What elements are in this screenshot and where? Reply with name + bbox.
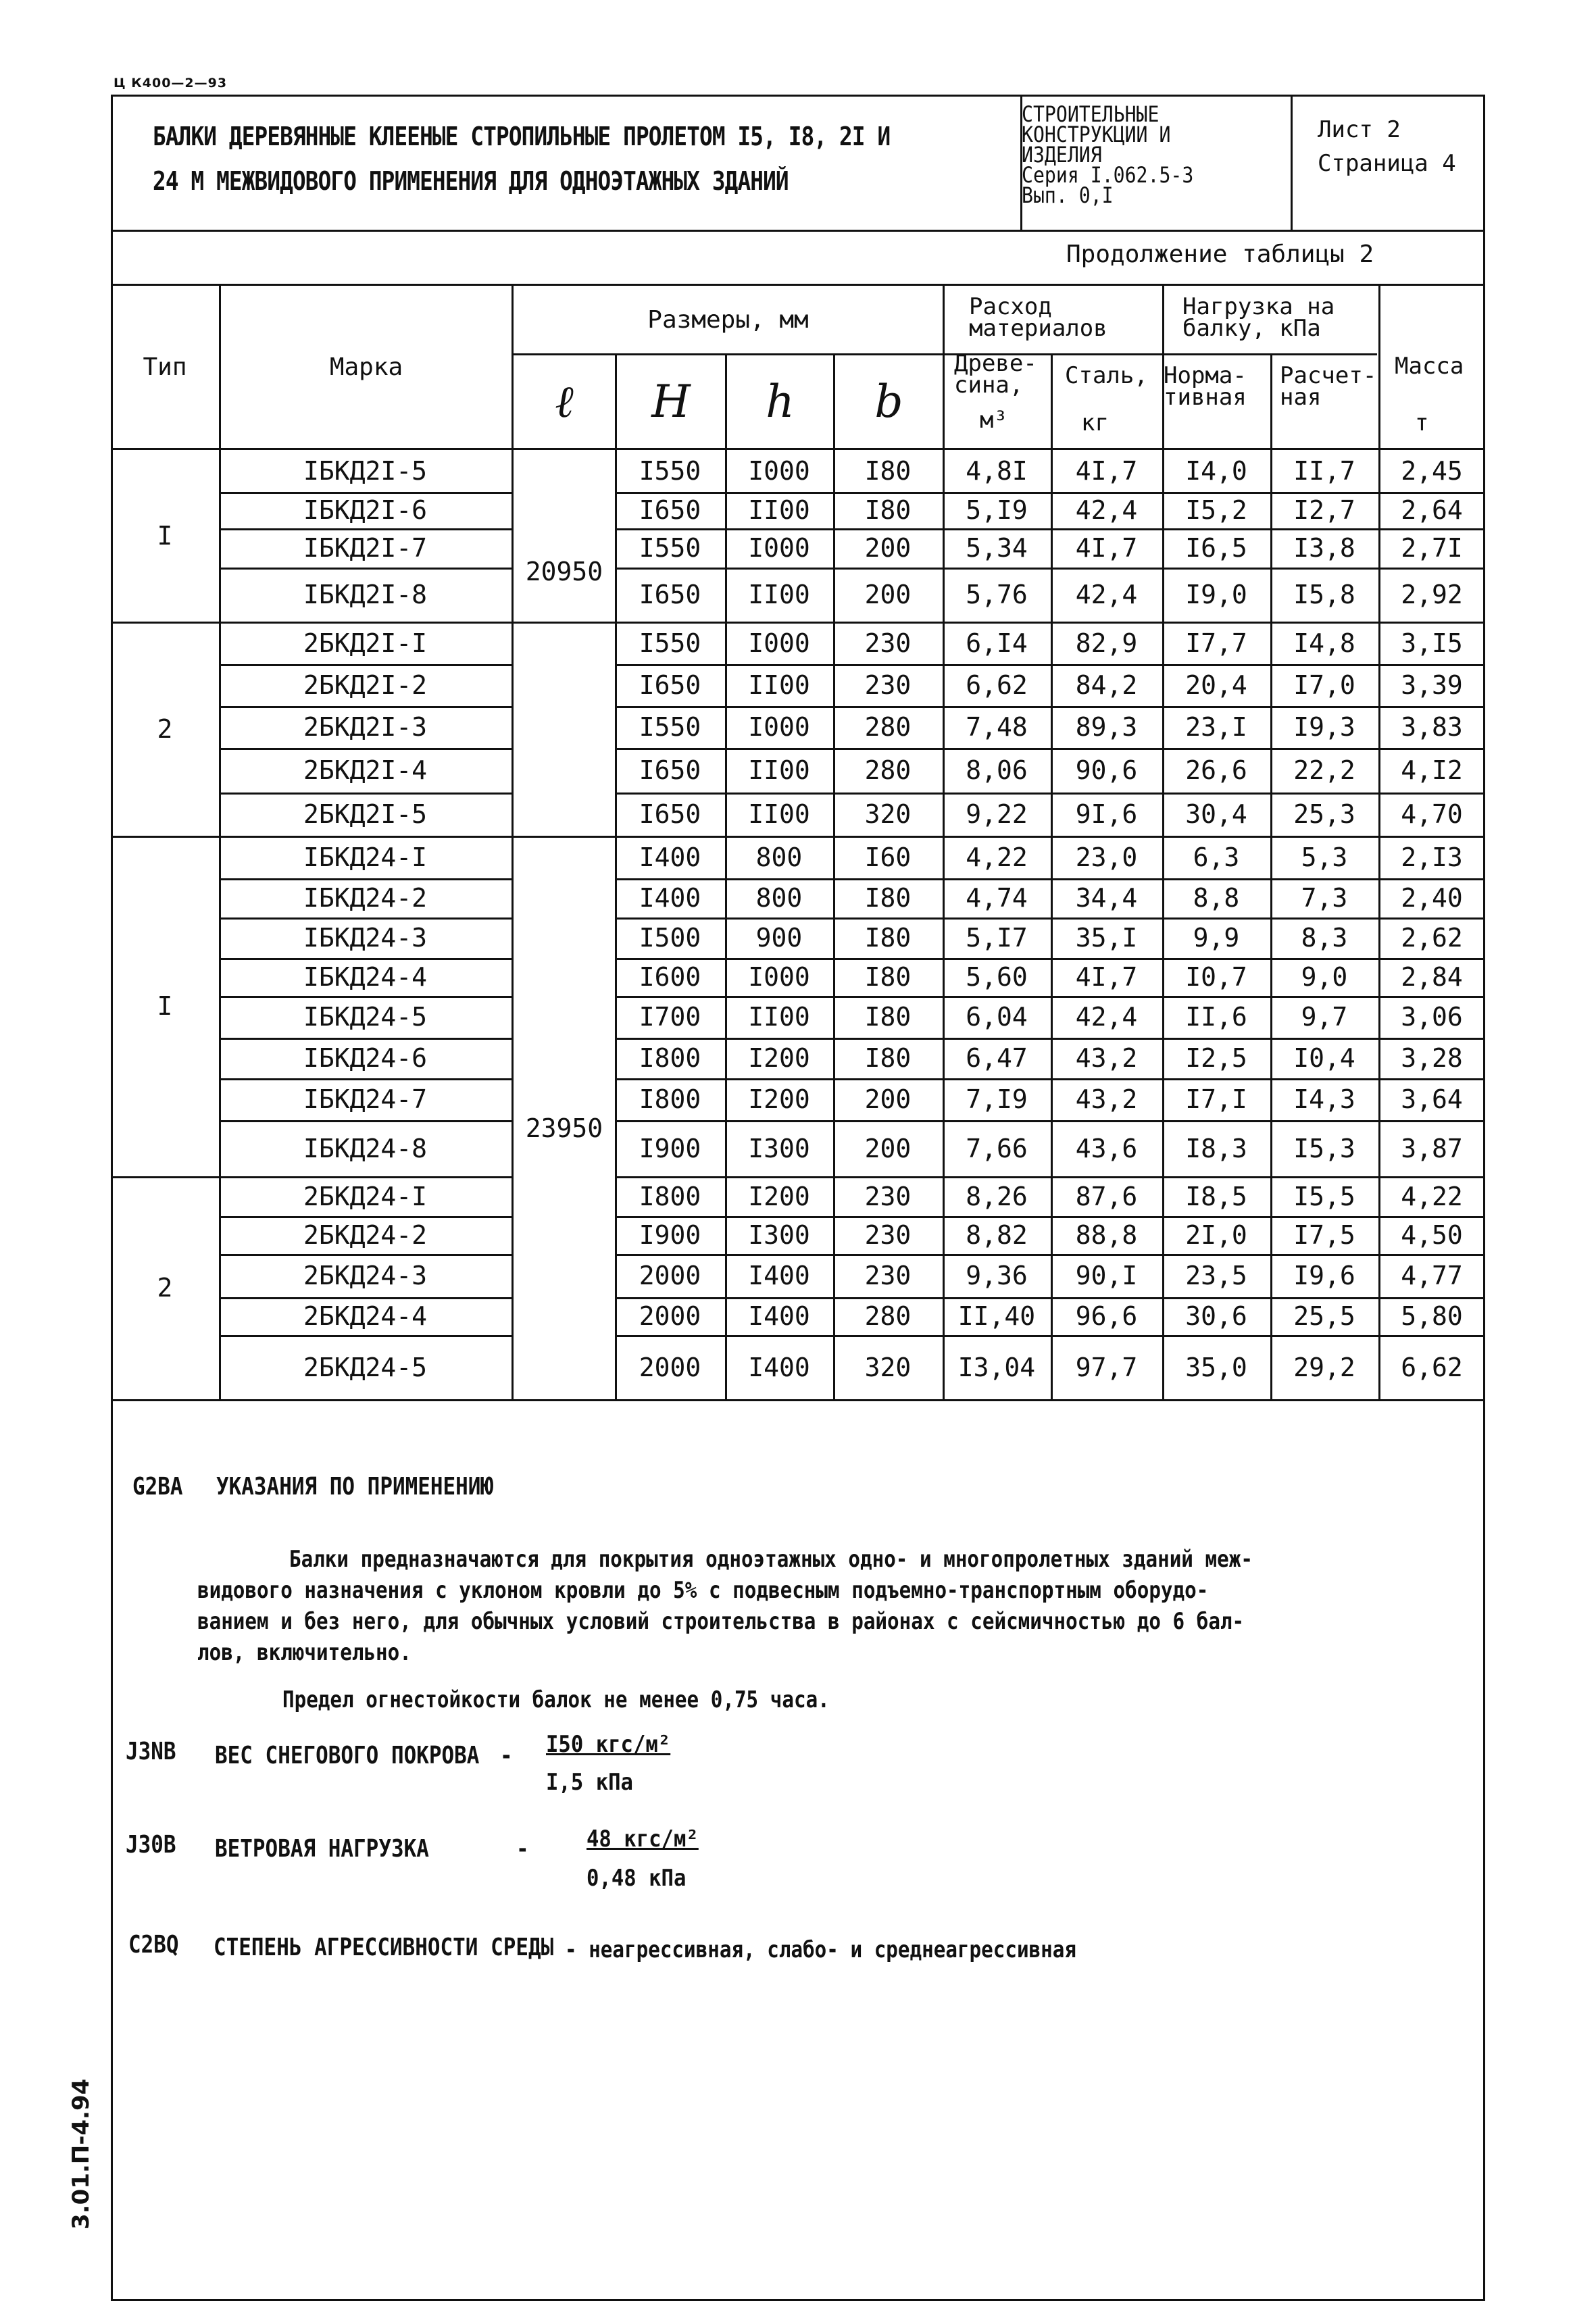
- cell-b: I80: [864, 962, 912, 992]
- cell-steel: 84,2: [1075, 670, 1138, 700]
- cell-steel: 43,2: [1075, 1084, 1138, 1114]
- usage-line: ванием и без него, для обычных условий строительства в районах с сейсмичностью до 6 бал-: [197, 1608, 1245, 1635]
- cell-wood: 6,62: [966, 670, 1028, 700]
- cell-mass: 2,45: [1401, 456, 1463, 486]
- cell-H: I900: [639, 1133, 701, 1163]
- cell-calc: I7,0: [1293, 670, 1355, 700]
- cell-mark: IБКД2I-5: [303, 456, 428, 486]
- cell-H: I650: [639, 670, 701, 700]
- cell-H: I650: [639, 755, 701, 785]
- cell-calc: II,7: [1293, 456, 1355, 486]
- cell-mass: 2,62: [1401, 923, 1463, 953]
- cell-mass: 4,50: [1401, 1220, 1463, 1250]
- cell-norm: I6,5: [1185, 533, 1247, 563]
- cell-H: 2000: [639, 1352, 701, 1382]
- cell-wood: 7,48: [966, 712, 1028, 742]
- cell-mass: 2,84: [1401, 962, 1463, 992]
- cell-H: I650: [639, 580, 701, 609]
- cell-mass: 3,06: [1401, 1002, 1463, 1032]
- cell-H: I650: [639, 799, 701, 829]
- cell-mass: 3,39: [1401, 670, 1463, 700]
- cell-calc: 9,0: [1301, 962, 1348, 992]
- cell-mark: IБКД24-7: [303, 1084, 428, 1114]
- cell-calc: I4,3: [1293, 1084, 1355, 1114]
- series-line: Серия I.062.5-3: [1022, 162, 1194, 188]
- cell-mass: 2,92: [1401, 580, 1463, 609]
- cell-wood: 4,8I: [966, 456, 1028, 486]
- cell-h: 800: [755, 883, 803, 913]
- cell-b: I60: [864, 842, 912, 872]
- cell-steel: 89,3: [1075, 712, 1138, 742]
- cell-H: I600: [639, 962, 701, 992]
- cell-b: 280: [864, 712, 912, 742]
- cell-mark: IБКД24-8: [303, 1133, 428, 1163]
- cell-H: I900: [639, 1220, 701, 1250]
- cell-h: I000: [748, 962, 810, 992]
- document-code: Ц К400—2—93: [114, 76, 228, 91]
- wind-dash: -: [516, 1835, 529, 1863]
- cell-h: II00: [748, 799, 810, 829]
- cell-steel: 34,4: [1075, 883, 1138, 913]
- env-value: - неагрессивная, слабо- и среднеагрессивная: [565, 1936, 1076, 1963]
- cell-steel: 4I,7: [1075, 962, 1138, 992]
- cell-b: I80: [864, 456, 912, 486]
- cell-mass: 5,80: [1401, 1301, 1463, 1331]
- cell-h: II00: [748, 1002, 810, 1032]
- cell-mark: 2БКД24-I: [303, 1181, 428, 1211]
- cell-mark: IБКД2I-8: [303, 580, 428, 609]
- cell-wood: II,40: [957, 1301, 1036, 1331]
- group-type: I: [157, 991, 173, 1021]
- header-steel: Сталь,: [1065, 362, 1148, 389]
- usage-code: G2BA: [132, 1473, 183, 1501]
- page-number: Страница 4: [1318, 150, 1456, 177]
- cell-wood: 9,22: [966, 799, 1028, 829]
- cell-h: I300: [748, 1133, 810, 1163]
- header-h: h: [766, 376, 795, 428]
- cell-h: II00: [748, 495, 810, 525]
- cell-wood: 6,I4: [966, 628, 1028, 658]
- cell-norm: 20,4: [1185, 670, 1247, 700]
- header-H: H: [651, 376, 691, 428]
- cell-H: I550: [639, 533, 701, 563]
- cell-calc: I4,8: [1293, 628, 1355, 658]
- cell-steel: 90,I: [1075, 1261, 1138, 1290]
- cell-b: I80: [864, 883, 912, 913]
- cell-steel: 43,2: [1075, 1043, 1138, 1073]
- cell-wood: 6,47: [966, 1043, 1028, 1073]
- cell-b: 230: [864, 670, 912, 700]
- cell-b: 320: [864, 799, 912, 829]
- header-wood-unit: м³: [980, 407, 1007, 434]
- cell-H: I550: [639, 456, 701, 486]
- cell-b: 200: [864, 1133, 912, 1163]
- cell-wood: 5,34: [966, 533, 1028, 563]
- cell-norm: I2,5: [1185, 1043, 1247, 1073]
- cell-norm: 9,9: [1193, 923, 1240, 953]
- cell-mark: 2БКД24-4: [303, 1301, 428, 1331]
- cell-H: I550: [639, 712, 701, 742]
- cell-H: 2000: [639, 1301, 701, 1331]
- cell-norm: 6,3: [1193, 842, 1240, 872]
- cell-b: 230: [864, 628, 912, 658]
- cell-norm: II,6: [1185, 1002, 1247, 1032]
- cell-mass: 2,40: [1401, 883, 1463, 913]
- cell-b: 230: [864, 1181, 912, 1211]
- cell-mark: IБКД24-4: [303, 962, 428, 992]
- cell-steel: 90,6: [1075, 755, 1138, 785]
- cell-norm: 35,0: [1185, 1352, 1247, 1382]
- cell-b: I80: [864, 923, 912, 953]
- side-code: 3.01.П-4.94: [68, 2078, 95, 2230]
- cell-steel: 96,6: [1075, 1301, 1138, 1331]
- cell-wood: 4,22: [966, 842, 1028, 872]
- snow-code: J3NB: [126, 1738, 176, 1765]
- cell-H: 2000: [639, 1261, 701, 1290]
- cell-b: I80: [864, 495, 912, 525]
- series-box: [1022, 101, 1194, 208]
- header-design: Расчет- ная: [1280, 362, 1377, 411]
- cell-mark: IБКД2I-6: [303, 495, 428, 525]
- cell-b: 200: [864, 580, 912, 609]
- cell-b: I80: [864, 1002, 912, 1032]
- cell-wood: 5,76: [966, 580, 1028, 609]
- cell-calc: I5,5: [1293, 1181, 1355, 1211]
- header-type: Тип: [143, 353, 187, 381]
- cell-wood: 6,04: [966, 1002, 1028, 1032]
- cell-norm: I8,5: [1185, 1181, 1247, 1211]
- env-code: C2BQ: [128, 1931, 179, 1959]
- cell-norm: 8,8: [1193, 883, 1240, 913]
- cell-h: I200: [748, 1043, 810, 1073]
- cell-calc: 5,3: [1301, 842, 1348, 872]
- title-line-1: БАЛКИ ДЕРЕВЯННЫЕ КЛЕЕНЫЕ СТРОПИЛЬНЫЕ ПРОЛЕТОМ I5, I8, 2I И: [153, 122, 891, 151]
- cell-calc: I2,7: [1293, 495, 1355, 525]
- cell-calc: 22,2: [1293, 755, 1355, 785]
- header-l: ℓ: [555, 375, 574, 428]
- usage-line: видового назначения с уклоном кровли до 5% с подвесным подъемно-транспортным оборудо-: [197, 1577, 1209, 1604]
- cell-wood: I3,04: [957, 1352, 1036, 1382]
- cell-norm: I7,I: [1185, 1084, 1247, 1114]
- series-line: ИЗДЕЛИЯ: [1022, 142, 1102, 168]
- cell-mark: 2БКД2I-2: [303, 670, 428, 700]
- cell-steel: 42,4: [1075, 495, 1138, 525]
- cell-steel: 42,4: [1075, 580, 1138, 609]
- cell-mark: 2БКД2I-3: [303, 712, 428, 742]
- header-mark: Марка: [329, 353, 403, 381]
- cell-h: 800: [755, 842, 803, 872]
- cell-wood: 7,I9: [966, 1084, 1028, 1114]
- cell-b: 280: [864, 1301, 912, 1331]
- cell-mark: IБКД24-I: [303, 842, 428, 872]
- header-mass-unit: т: [1415, 409, 1429, 436]
- cell-b: 200: [864, 1084, 912, 1114]
- cell-wood: 8,06: [966, 755, 1028, 785]
- cell-steel: 4I,7: [1075, 456, 1138, 486]
- cell-h: I000: [748, 456, 810, 486]
- cell-calc: 25,5: [1293, 1301, 1355, 1331]
- wind-code: J30B: [126, 1831, 176, 1859]
- cell-mass: 3,28: [1401, 1043, 1463, 1073]
- cell-mark: IБКД24-3: [303, 923, 428, 953]
- cell-h: II00: [748, 670, 810, 700]
- table-continuation: Продолжение таблицы 2: [1066, 241, 1374, 268]
- header-load: Нагрузка на балку, кПа: [1182, 293, 1335, 342]
- cell-calc: I3,8: [1293, 533, 1355, 563]
- cell-h: II00: [748, 580, 810, 609]
- cell-wood: 8,82: [966, 1220, 1028, 1250]
- cell-mass: 3,83: [1401, 712, 1463, 742]
- cell-b: 230: [864, 1261, 912, 1290]
- cell-wood: 9,36: [966, 1261, 1028, 1290]
- cell-H: I550: [639, 628, 701, 658]
- cell-norm: I8,3: [1185, 1133, 1247, 1163]
- cell-H: I800: [639, 1043, 701, 1073]
- table-bottom-line: [111, 1399, 1485, 1401]
- cell-norm: 23,5: [1185, 1261, 1247, 1290]
- header-mass: Масса: [1395, 353, 1464, 380]
- cell-H: I500: [639, 923, 701, 953]
- cell-calc: 25,3: [1293, 799, 1355, 829]
- cell-mass: 3,87: [1401, 1133, 1463, 1163]
- span-line: [512, 836, 615, 838]
- cell-mass: 4,22: [1401, 1181, 1463, 1211]
- group-type: 2: [157, 1273, 173, 1303]
- cell-steel: 87,6: [1075, 1181, 1138, 1211]
- cell-steel: 4I,7: [1075, 533, 1138, 563]
- usage-title: УКАЗАНИЯ ПО ПРИМЕНЕНИЮ: [216, 1473, 494, 1501]
- env-label: СТЕПЕНЬ АГРЕССИВНОСТИ СРЕДЫ: [214, 1934, 554, 1961]
- cell-mark: 2БКД2I-4: [303, 755, 428, 785]
- group-type: I: [157, 521, 173, 551]
- cell-h: II00: [748, 755, 810, 785]
- cell-calc: I9,3: [1293, 712, 1355, 742]
- cell-mark: IБКД2I-7: [303, 533, 428, 563]
- cell-norm: I7,7: [1185, 628, 1247, 658]
- cell-steel: 23,0: [1075, 842, 1138, 872]
- cell-b: 320: [864, 1352, 912, 1382]
- cell-steel: 88,8: [1075, 1220, 1138, 1250]
- cell-h: I200: [748, 1181, 810, 1211]
- fire-resistance: Предел огнестойкости балок не менее 0,75 часа.: [282, 1686, 830, 1713]
- cell-wood: 5,I7: [966, 923, 1028, 953]
- cell-h: I400: [748, 1301, 810, 1331]
- cell-mark: 2БКД24-3: [303, 1261, 428, 1290]
- cell-h: I300: [748, 1220, 810, 1250]
- cell-calc: 29,2: [1293, 1352, 1355, 1382]
- cell-steel: 42,4: [1075, 1002, 1138, 1032]
- cell-wood: 5,60: [966, 962, 1028, 992]
- cell-h: I000: [748, 628, 810, 658]
- cell-steel: 9I,6: [1075, 799, 1138, 829]
- cell-h: I000: [748, 533, 810, 563]
- snow-label: ВЕС СНЕГОВОГО ПОКРОВА: [215, 1742, 480, 1769]
- cell-calc: I0,4: [1293, 1043, 1355, 1073]
- cell-mass: 2,I3: [1401, 842, 1463, 872]
- cell-steel: 82,9: [1075, 628, 1138, 658]
- snow-value: I50 кгс/м²: [546, 1731, 671, 1758]
- cell-H: I800: [639, 1084, 701, 1114]
- cell-mark: 2БКД24-2: [303, 1220, 428, 1250]
- cell-h: 900: [755, 923, 803, 953]
- header-wood: Древе- сина,: [954, 350, 1037, 399]
- cell-b: 280: [864, 755, 912, 785]
- cell-steel: 97,7: [1075, 1352, 1138, 1382]
- cell-H: I650: [639, 495, 701, 525]
- cell-b: 230: [864, 1220, 912, 1250]
- cell-h: I200: [748, 1084, 810, 1114]
- cell-norm: I4,0: [1185, 456, 1247, 486]
- span-length: 23950: [525, 1113, 603, 1143]
- cell-H: I700: [639, 1002, 701, 1032]
- cell-wood: 7,66: [966, 1133, 1028, 1163]
- cell-norm: I0,7: [1185, 962, 1247, 992]
- cell-calc: I5,3: [1293, 1133, 1355, 1163]
- cell-b: 200: [864, 533, 912, 563]
- cell-mass: 2,7I: [1401, 533, 1463, 563]
- cell-calc: I7,5: [1293, 1220, 1355, 1250]
- cell-mass: 3,I5: [1401, 628, 1463, 658]
- header-b: b: [874, 376, 903, 428]
- cell-norm: 2I,0: [1185, 1220, 1247, 1250]
- cell-norm: 30,6: [1185, 1301, 1247, 1331]
- cell-calc: 7,3: [1301, 883, 1348, 913]
- snow-value-kpa: I,5 кПа: [546, 1769, 633, 1796]
- wind-value: 48 кгс/м²: [587, 1826, 699, 1853]
- sheet-number: Лист 2: [1318, 116, 1401, 143]
- cell-mass: 6,62: [1401, 1352, 1463, 1382]
- series-line: СТРОИТЕЛЬНЫЕ: [1022, 101, 1159, 127]
- cell-mark: 2БКД24-5: [303, 1352, 428, 1382]
- cell-mark: IБКД24-5: [303, 1002, 428, 1032]
- cell-norm: 30,4: [1185, 799, 1247, 829]
- cell-h: I400: [748, 1261, 810, 1290]
- header-normative: Норма- тивная: [1164, 362, 1247, 411]
- cell-mass: 4,77: [1401, 1261, 1463, 1290]
- series-line: КОНСТРУКЦИИ И: [1022, 122, 1171, 147]
- usage-line: лов, включительно.: [197, 1639, 412, 1666]
- cell-calc: I5,8: [1293, 580, 1355, 609]
- cell-mass: 4,70: [1401, 799, 1463, 829]
- cell-norm: 26,6: [1185, 755, 1247, 785]
- cell-mass: 3,64: [1401, 1084, 1463, 1114]
- cell-h: I000: [748, 712, 810, 742]
- header-sizes: Размеры, мм: [647, 305, 809, 334]
- title-line-2: 24 М МЕЖВИДОВОГО ПРИМЕНЕНИЯ ДЛЯ ОДНОЭТАЖНЫХ ЗДАНИЙ: [153, 166, 789, 196]
- cell-calc: 9,7: [1301, 1002, 1348, 1032]
- wind-label: ВЕТРОВАЯ НАГРУЗКА: [215, 1835, 429, 1863]
- cell-H: I400: [639, 842, 701, 872]
- cell-b: I80: [864, 1043, 912, 1073]
- cell-calc: 8,3: [1301, 923, 1348, 953]
- span-length: 20950: [525, 557, 603, 586]
- cell-mark: 2БКД2I-I: [303, 628, 428, 658]
- wind-value-kpa: 0,48 кПа: [587, 1865, 687, 1892]
- cell-H: I400: [639, 883, 701, 913]
- cell-mark: 2БКД2I-5: [303, 799, 428, 829]
- cell-h: I400: [748, 1352, 810, 1382]
- cell-mark: IБКД24-6: [303, 1043, 428, 1073]
- cell-H: I800: [639, 1181, 701, 1211]
- cell-norm: 23,I: [1185, 712, 1247, 742]
- cell-norm: I9,0: [1185, 580, 1247, 609]
- cell-wood: 8,26: [966, 1181, 1028, 1211]
- group-type: 2: [157, 713, 173, 744]
- cell-wood: 5,I9: [966, 495, 1028, 525]
- cell-steel: 35,I: [1075, 923, 1138, 953]
- header-consumption: Расход материалов: [969, 293, 1107, 342]
- cell-wood: 4,74: [966, 883, 1028, 913]
- cell-mass: 2,64: [1401, 495, 1463, 525]
- cell-norm: I5,2: [1185, 495, 1247, 525]
- cell-mass: 4,I2: [1401, 755, 1463, 785]
- snow-dash: -: [500, 1742, 513, 1769]
- cell-mark: IБКД24-2: [303, 883, 428, 913]
- series-line: Вып. 0,I: [1022, 182, 1114, 208]
- header-steel-unit: кг: [1081, 409, 1109, 436]
- cell-steel: 43,6: [1075, 1133, 1138, 1163]
- usage-line: Балки предназначаются для покрытия одноэтажных одно- и многопролетных зданий меж-: [289, 1546, 1253, 1573]
- cell-calc: I9,6: [1293, 1261, 1355, 1290]
